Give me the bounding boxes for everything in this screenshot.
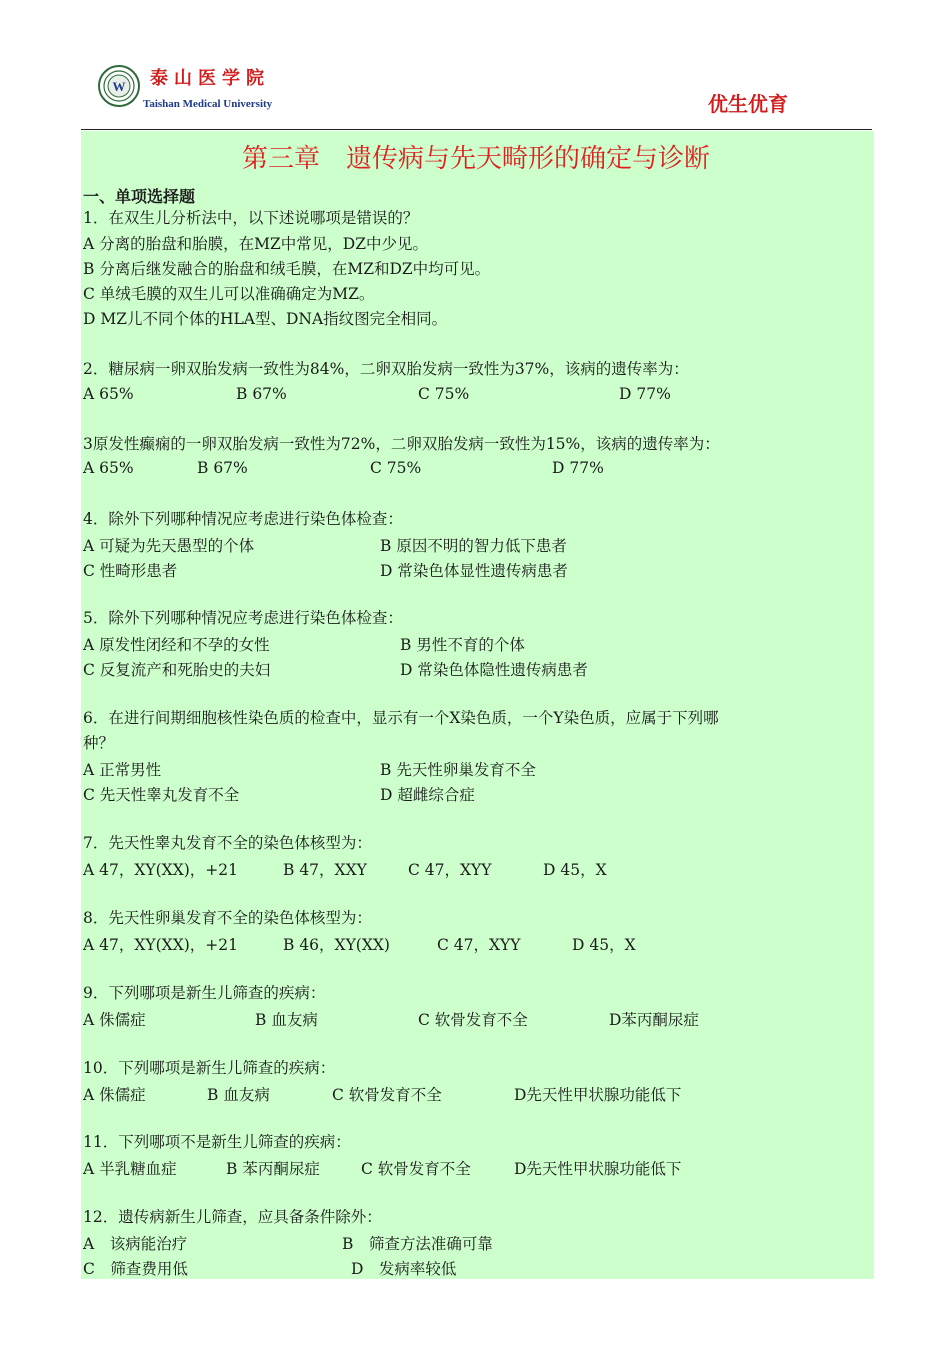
- option-7b: B 47，XXY: [283, 861, 367, 879]
- option-9a: A 侏儒症: [83, 1011, 146, 1029]
- option-2c: C 75%: [418, 385, 470, 403]
- option-9d: D苯丙酮尿症: [609, 1011, 699, 1029]
- option-1d: D MZ儿不同个体的HLA型、DNA指纹图完全相同。: [83, 310, 448, 328]
- option-8b: B 46，XY(XX): [283, 936, 390, 954]
- option-3b: B 67%: [197, 459, 248, 477]
- university-name-en: Taishan Medical University: [143, 98, 273, 110]
- option-8c: C 47，XYY: [437, 936, 521, 954]
- option-7c: C 47，XYY: [408, 861, 492, 879]
- option-2a: A 65%: [83, 385, 134, 403]
- option-6d: D 超雌综合症: [380, 786, 475, 804]
- option-11c: C 软骨发育不全: [361, 1160, 471, 1178]
- option-1b: B 分离后继发融合的胎盘和绒毛膜，在MZ和DZ中均可见。: [83, 260, 491, 278]
- header-divider: [81, 129, 872, 130]
- course-tag: 优生优育: [708, 92, 788, 116]
- option-10c: C 软骨发育不全: [332, 1086, 442, 1104]
- question-3: 3原发性癫痫的一卵双胎发病一致性为72%，二卵双胎发病一致性为15%，该病的遗传率为：: [83, 435, 720, 453]
- option-4b: B 原因不明的智力低下患者: [380, 537, 567, 555]
- option-4a: A 可疑为先天愚型的个体: [83, 537, 255, 555]
- option-10b: B 血友病: [207, 1086, 270, 1104]
- option-10a: A 侏儒症: [83, 1086, 146, 1104]
- question-6: 6．在进行间期细胞核性染色质的检查中，显示有一个X染色质，一个Y染色质，应属于下列哪: [83, 709, 719, 727]
- option-7d: D 45，X: [543, 861, 607, 879]
- option-1c: C 单绒毛膜的双生儿可以准确确定为MZ。: [83, 285, 375, 303]
- question-2: 2．糖尿病一卵双胎发病一致性为84%，二卵双胎发病一致性为37%，该病的遗传率为：: [83, 360, 689, 378]
- question-9: 9．下列哪项是新生儿筛查的疾病：: [83, 984, 326, 1002]
- option-3c: C 75%: [370, 459, 422, 477]
- option-11a: A 半乳糖血症: [83, 1160, 177, 1178]
- option-2b: B 67%: [236, 385, 287, 403]
- option-11b: B 苯丙酮尿症: [226, 1160, 320, 1178]
- university-name-cn: 泰山医学院: [150, 68, 270, 89]
- option-6b: B 先天性卵巢发育不全: [380, 761, 536, 779]
- option-4c: C 性畸形患者: [83, 562, 178, 580]
- question-4: 4．除外下列哪种情况应考虑进行染色体检查：: [83, 510, 403, 528]
- option-3a: A 65%: [83, 459, 134, 477]
- option-8a: A 47，XY(XX)，+21: [83, 936, 238, 954]
- option-12d: D 发病率较低: [351, 1260, 457, 1278]
- question-6-cont: 种？: [83, 734, 115, 752]
- option-8d: D 45，X: [572, 936, 636, 954]
- question-1: 1．在双生儿分析法中，以下述说哪项是错误的？: [83, 209, 419, 227]
- question-5: 5．除外下列哪种情况应考虑进行染色体检查：: [83, 609, 403, 627]
- option-5a: A 原发性闭经和不孕的女性: [83, 636, 270, 654]
- option-5c: C 反复流产和死胎史的夫妇: [83, 661, 271, 679]
- page-header: [0, 0, 952, 130]
- svg-text:W: W: [112, 79, 126, 94]
- question-10: 10．下列哪项是新生儿筛查的疾病：: [83, 1059, 336, 1077]
- question-7: 7．先天性睾丸发育不全的染色体核型为：: [83, 834, 372, 852]
- chapter-title: 第三章 遗传病与先天畸形的确定与诊断: [241, 144, 710, 174]
- option-9c: C 软骨发育不全: [418, 1011, 528, 1029]
- option-1a: A 分离的胎盘和胎膜，在MZ中常见，DZ中少见。: [83, 235, 428, 253]
- option-5d: D 常染色体隐性遗传病患者: [400, 661, 588, 679]
- option-3d: D 77%: [552, 459, 604, 477]
- option-12a: A 该病能治疗: [83, 1235, 188, 1253]
- university-seal-icon: [97, 64, 141, 108]
- option-6a: A 正常男性: [83, 761, 162, 779]
- option-12c: C 筛查费用低: [83, 1260, 188, 1278]
- option-7a: A 47，XY(XX)，+21: [83, 861, 238, 879]
- option-2d: D 77%: [619, 385, 671, 403]
- option-12b: B 筛查方法准确可靠: [342, 1235, 493, 1253]
- section-heading: 一、单项选择题: [83, 187, 196, 206]
- option-11d: D先天性甲状腺功能低下: [514, 1160, 682, 1178]
- option-5b: B 男性不育的个体: [400, 636, 525, 654]
- question-12: 12．遗传病新生儿筛查，应具备条件除外：: [83, 1208, 382, 1226]
- option-4d: D 常染色体显性遗传病患者: [380, 562, 568, 580]
- option-10d: D先天性甲状腺功能低下: [514, 1086, 682, 1104]
- option-9b: B 血友病: [255, 1011, 318, 1029]
- question-8: 8．先天性卵巢发育不全的染色体核型为：: [83, 909, 372, 927]
- option-6c: C 先天性睾丸发育不全: [83, 786, 240, 804]
- question-11: 11．下列哪项不是新生儿筛查的疾病：: [83, 1133, 351, 1151]
